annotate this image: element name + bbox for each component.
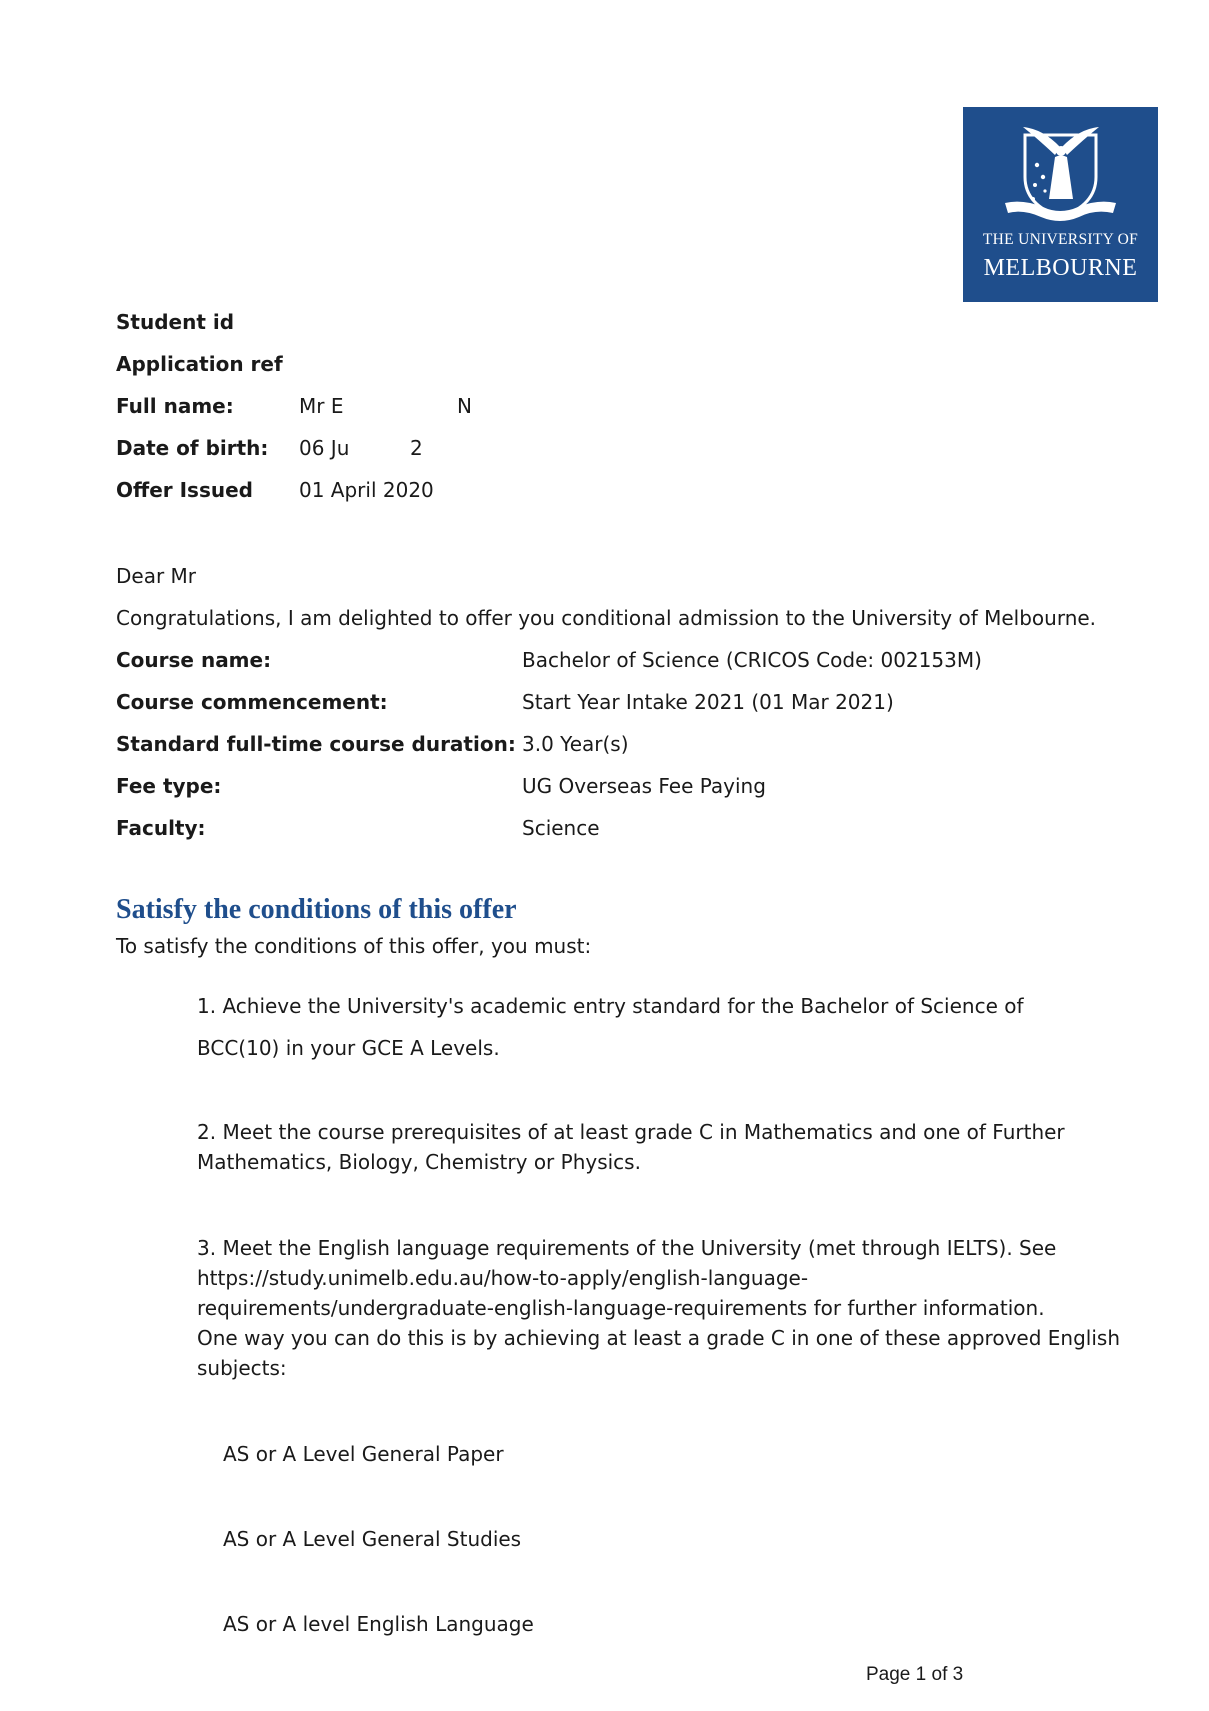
crest-icon [963, 107, 1158, 227]
condition-1-line1: 1. Achieve the University's academic entry standard for the Bachelor of Science of [197, 994, 1024, 1018]
faculty-label: Faculty: [116, 816, 206, 840]
condition-1-line2: BCC(10) in your GCE A Levels. [197, 1036, 500, 1060]
approved-subject-item: AS or A Level General Studies [223, 1527, 522, 1551]
course-commencement-label: Course commencement: [116, 690, 388, 714]
full-name-value: Mr E [299, 394, 344, 418]
offer-issued-value: 01 April 2020 [299, 478, 434, 502]
conditions-intro: To satisfy the conditions of this offer, you must: [116, 934, 592, 958]
intro-paragraph: Congratulations, I am delighted to offer you conditional admission to the University of Melbourne. [116, 606, 1097, 630]
date-of-birth-label: Date of birth: [116, 436, 269, 460]
fee-type-label: Fee type: [116, 774, 222, 798]
greeting: Dear Mr [116, 564, 197, 588]
page-number: Page 1 of 3 [866, 1664, 964, 1685]
approved-subject-item: AS or A Level General Paper [223, 1442, 504, 1466]
approved-subject-item: AS or A level English Language [223, 1612, 534, 1636]
course-name-value: Bachelor of Science (CRICOS Code: 002153M) [522, 648, 982, 672]
course-name-label: Course name: [116, 648, 272, 672]
condition-3-line1: 3. Meet the English language requirements of the University (met through IELTS). See [197, 1236, 1057, 1260]
condition-2-line2: Mathematics, Biology, Chemistry or Physics. [197, 1150, 641, 1174]
course-duration-value: 3.0 Year(s) [522, 732, 629, 756]
faculty-value: Science [522, 816, 600, 840]
application-ref-label: Application ref [116, 352, 283, 376]
english-requirements-link[interactable]: https://study.unimelb.edu.au/how-to-apply/english-language- [197, 1266, 809, 1290]
condition-3-line4: One way you can do this is by achieving at least a grade C in one of these approved English [197, 1326, 1120, 1350]
logo-text-line2: MELBOURNE [983, 255, 1138, 281]
conditions-heading: Satisfy the conditions of this offer [116, 894, 517, 925]
condition-2-line1: 2. Meet the course prerequisites of at least grade C in Mathematics and one of Further [197, 1120, 1065, 1144]
course-commencement-value: Start Year Intake 2021 (01 Mar 2021) [522, 690, 894, 714]
condition-3-line5: subjects: [197, 1356, 287, 1380]
date-of-birth-value-suffix: 2 [410, 436, 423, 460]
student-id-label: Student id [116, 310, 235, 334]
logo-text-line1: THE UNIVERSITY OF [982, 231, 1139, 248]
condition-3-line3: requirements/undergraduate-english-language-requirements for further information. [197, 1296, 1045, 1320]
date-of-birth-value: 06 Ju [299, 436, 350, 460]
university-logo [963, 107, 1158, 302]
course-duration-label: Standard full-time course duration: [116, 732, 516, 756]
offer-issued-label: Offer Issued [116, 478, 253, 502]
full-name-value-suffix: N [457, 394, 472, 418]
fee-type-value: UG Overseas Fee Paying [522, 774, 766, 798]
full-name-label: Full name: [116, 394, 234, 418]
